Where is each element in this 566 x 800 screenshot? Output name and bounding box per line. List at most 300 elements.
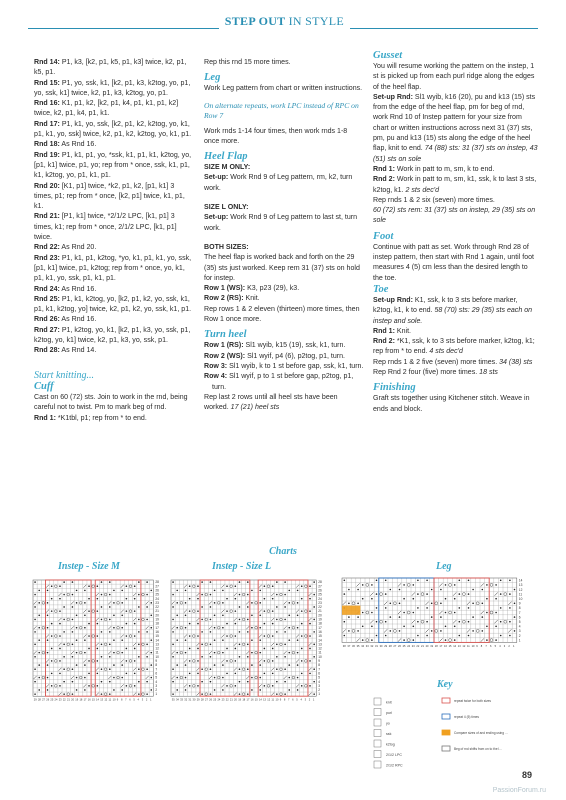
- purl-dot: [38, 602, 40, 604]
- purl-dot: [284, 631, 286, 633]
- purl-dot: [297, 602, 299, 604]
- col-number: 26: [46, 698, 50, 702]
- purl-dot: [72, 631, 74, 633]
- rnd-text: Work in patt to m, sm, k to end.: [396, 165, 495, 173]
- purl-dot: [34, 619, 36, 621]
- purl-dot: [247, 656, 249, 658]
- purl-dot: [284, 619, 286, 621]
- purl-dot: [459, 593, 461, 595]
- col-number: 21: [421, 644, 424, 648]
- purl-dot: [454, 639, 456, 641]
- row-number: 12: [518, 587, 523, 592]
- purl-dot: [297, 627, 299, 629]
- purl-dot: [34, 644, 36, 646]
- purl-dot: [426, 635, 428, 637]
- purl-dot: [459, 607, 461, 609]
- purl-dot: [313, 656, 315, 658]
- purl-dot: [59, 585, 61, 587]
- row-label: Row 2 (RS):: [204, 295, 244, 303]
- row-2: [204, 294, 364, 304]
- purl-dot: [126, 685, 128, 687]
- purl-dot: [101, 619, 103, 621]
- purl-dot: [72, 668, 74, 670]
- col-number: 5: [296, 698, 298, 702]
- purl-dot: [113, 639, 115, 641]
- col-number: 9: [279, 698, 282, 702]
- both-sizes-heading: BOTH SIZES:: [204, 243, 249, 251]
- purl-dot: [113, 652, 115, 654]
- col-number: 17: [83, 698, 87, 702]
- row-number: 16: [155, 629, 159, 634]
- purl-dot: [63, 656, 65, 658]
- purl-dot: [138, 606, 140, 608]
- round-label: Rnd 27:: [34, 326, 60, 334]
- col-number: 33: [365, 644, 369, 648]
- row-number: 27: [318, 584, 322, 589]
- purl-dot: [239, 681, 241, 683]
- purl-dot: [472, 630, 474, 632]
- purl-dot: [121, 677, 123, 679]
- purl-dot: [51, 623, 53, 625]
- col-number: 29: [33, 698, 37, 702]
- key-note: repeat twice for both sizes: [454, 699, 492, 703]
- purl-dot: [297, 689, 299, 691]
- purl-dot: [210, 681, 212, 683]
- purl-dot: [176, 602, 178, 604]
- purl-dot: [403, 626, 405, 628]
- setup-text: K1, ssk, k to 3 sts before marker, k2tog, k1, k to end.: [373, 296, 518, 315]
- round-label: Rnd 22:: [34, 244, 60, 252]
- purl-dot: [309, 673, 311, 675]
- purl-dot: [251, 677, 253, 679]
- purl-dot: [500, 580, 502, 582]
- purl-dot: [38, 639, 40, 641]
- purl-dot: [47, 652, 49, 654]
- col-number: 37: [347, 644, 351, 648]
- purl-dot: [185, 652, 187, 654]
- purl-dot: [259, 652, 261, 654]
- round-24: [34, 285, 194, 295]
- purl-dot: [371, 584, 373, 586]
- purl-dot: [51, 673, 53, 675]
- purl-dot: [126, 648, 128, 650]
- col-number: 1: [150, 698, 152, 702]
- purl-dot: [251, 689, 253, 691]
- row-label: Row 1 (WS):: [204, 285, 246, 293]
- purl-dot: [101, 656, 103, 658]
- row-number: 20: [155, 613, 159, 618]
- purl-dot: [59, 685, 61, 687]
- row-number: 9: [518, 601, 521, 606]
- toe-heading: Toe: [373, 283, 389, 295]
- purl-dot: [150, 664, 152, 666]
- round-17: [34, 120, 194, 141]
- key-label: purl: [386, 711, 392, 715]
- col-number: 10: [275, 698, 279, 702]
- purl-dot: [121, 602, 123, 604]
- purl-dot: [309, 635, 311, 637]
- purl-dot: [459, 635, 461, 637]
- purl-dot: [247, 631, 249, 633]
- purl-dot: [413, 584, 415, 586]
- purl-dot: [344, 621, 346, 623]
- purl-dot: [235, 648, 237, 650]
- size-l-setup: [204, 213, 364, 234]
- turn-heel-heading: Turn heel: [204, 329, 247, 341]
- row-number: 21: [318, 609, 322, 614]
- purl-dot: [362, 584, 364, 586]
- purl-dot: [84, 590, 86, 592]
- charts-title: Charts: [269, 546, 297, 557]
- col-number: 28: [37, 698, 41, 702]
- col-number: 29: [196, 698, 200, 702]
- purl-dot: [88, 648, 90, 650]
- purl-dot: [185, 602, 187, 604]
- purl-dot: [97, 598, 99, 600]
- purl-dot: [344, 580, 346, 582]
- purl-dot: [146, 581, 148, 583]
- purl-dot: [486, 612, 488, 614]
- toe-repeat-2: [373, 368, 538, 378]
- purl-dot: [276, 681, 278, 683]
- row-number: 24: [318, 596, 322, 601]
- purl-dot: [214, 590, 216, 592]
- shift-marker: [342, 606, 360, 615]
- row-number: 23: [318, 600, 322, 605]
- purl-dot: [403, 612, 405, 614]
- purl-dot: [272, 635, 274, 637]
- row-number: 21: [155, 609, 159, 614]
- key-label: knit: [386, 700, 392, 705]
- purl-dot: [97, 673, 99, 675]
- purl-dot: [146, 668, 148, 670]
- purl-dot: [288, 614, 290, 616]
- purl-dot: [197, 660, 199, 662]
- purl-dot: [376, 635, 378, 637]
- col-number: 17: [246, 698, 250, 702]
- purl-dot: [264, 585, 266, 587]
- purl-dot: [309, 585, 311, 587]
- purl-dot: [288, 664, 290, 666]
- purl-dot: [247, 681, 249, 683]
- purl-dot: [276, 631, 278, 633]
- purl-dot: [88, 635, 90, 637]
- purl-dot: [47, 602, 49, 604]
- purl-dot: [97, 635, 99, 637]
- purl-dot: [210, 581, 212, 583]
- purl-dot: [146, 606, 148, 608]
- col-number: 25: [50, 698, 54, 702]
- col-number: 12: [462, 644, 466, 648]
- row-number: 10: [318, 654, 322, 659]
- purl-dot: [138, 631, 140, 633]
- purl-dot: [47, 677, 49, 679]
- row-number: 20: [318, 613, 322, 618]
- purl-dot: [47, 639, 49, 641]
- purl-dot: [109, 631, 111, 633]
- purl-dot: [486, 584, 488, 586]
- column-3: [373, 50, 538, 415]
- round-20: [34, 182, 194, 213]
- purl-dot: [172, 693, 174, 695]
- purl-dot: [222, 627, 224, 629]
- purl-dot: [126, 585, 128, 587]
- round-text: P1, k1, yo, ssk, [k2, p1, k2, k2tog, yo, k1, p1, k1, yo, ssk] twice, k2, p1, k2, k2tog, yo, k1, p1.: [34, 120, 192, 139]
- col-number: 24: [54, 698, 58, 702]
- purl-dot: [222, 689, 224, 691]
- purl-dot: [189, 685, 191, 687]
- toe-rep2-italic: 18 sts: [479, 369, 498, 377]
- purl-dot: [109, 644, 111, 646]
- purl-dot: [210, 668, 212, 670]
- purl-dot: [468, 621, 470, 623]
- purl-dot: [357, 616, 359, 618]
- purl-dot: [222, 614, 224, 616]
- purl-dot: [276, 656, 278, 658]
- purl-dot: [297, 677, 299, 679]
- purl-dot: [109, 619, 111, 621]
- round-21: [34, 212, 194, 243]
- purl-dot: [288, 652, 290, 654]
- purl-dot: [272, 685, 274, 687]
- turn-row-4: [204, 372, 364, 393]
- purl-dot: [235, 610, 237, 612]
- purl-dot: [362, 639, 364, 641]
- purl-dot: [76, 652, 78, 654]
- purl-dot: [284, 681, 286, 683]
- purl-dot: [109, 581, 111, 583]
- purl-dot: [172, 581, 174, 583]
- purl-dot: [226, 598, 228, 600]
- purl-dot: [113, 590, 115, 592]
- purl-dot: [509, 593, 511, 595]
- purl-dot: [500, 607, 502, 609]
- col-number: 9: [476, 644, 478, 648]
- purl-dot: [226, 610, 228, 612]
- col-number: 23: [58, 698, 62, 702]
- purl-dot: [84, 602, 86, 604]
- purl-dot: [47, 614, 49, 616]
- purl-dot: [185, 639, 187, 641]
- purl-dot: [201, 681, 203, 683]
- col-number: 12: [104, 698, 108, 702]
- purl-dot: [210, 631, 212, 633]
- round-25: [34, 295, 194, 316]
- col-number: 2: [508, 644, 510, 648]
- header-bold: STEP OUT: [224, 14, 286, 28]
- purl-dot: [76, 664, 78, 666]
- col-number: 18: [434, 644, 438, 648]
- purl-dot: [97, 623, 99, 625]
- purl-dot: [146, 594, 148, 596]
- row-number: 26: [155, 588, 159, 593]
- purl-dot: [185, 614, 187, 616]
- row-number: 14: [318, 638, 322, 643]
- purl-dot: [297, 590, 299, 592]
- purl-dot: [486, 639, 488, 641]
- purl-dot: [59, 610, 61, 612]
- purl-dot: [138, 594, 140, 596]
- purl-dot: [264, 648, 266, 650]
- col-number: 24: [217, 698, 221, 702]
- purl-dot: [482, 603, 484, 605]
- purl-dot: [276, 668, 278, 670]
- purl-dot: [301, 660, 303, 662]
- purl-dot: [482, 616, 484, 618]
- purl-dot: [76, 614, 78, 616]
- purl-dot: [264, 635, 266, 637]
- col-number: 18: [79, 698, 83, 702]
- purl-dot: [138, 668, 140, 670]
- finishing-heading: Finishing: [373, 382, 416, 394]
- row-number: 6: [155, 671, 158, 676]
- purl-dot: [146, 644, 148, 646]
- purl-dot: [222, 639, 224, 641]
- col-number: 10: [471, 644, 475, 648]
- purl-dot: [431, 589, 433, 591]
- col-number: 26: [398, 644, 401, 648]
- purl-dot: [251, 664, 253, 666]
- col-number: 13: [100, 698, 104, 702]
- purl-dot: [235, 635, 237, 637]
- purl-dot: [222, 652, 224, 654]
- purl-dot: [472, 589, 474, 591]
- purl-dot: [417, 607, 419, 609]
- round-26: [34, 315, 194, 325]
- purl-dot: [214, 614, 216, 616]
- purl-dot: [301, 635, 303, 637]
- round-text: P1, k1, p1, yo, *ssk, k1, p1, k1, k2tog, yo, [p1, k1] twice, p1, yo; rep from * once, ssk, k1, p1, k1, k2tog, yo, p1, k1, p1.: [34, 151, 192, 180]
- row-number: 4: [518, 624, 521, 629]
- purl-dot: [214, 689, 216, 691]
- purl-dot: [226, 673, 228, 675]
- purl-dot: [445, 639, 447, 641]
- col-number: 25: [402, 644, 406, 648]
- key-label: k2tog: [386, 742, 395, 747]
- row-number: 11: [518, 592, 523, 597]
- round-text: As Rnd 14.: [61, 347, 97, 355]
- purl-dot: [247, 619, 249, 621]
- purl-dot: [445, 626, 447, 628]
- purl-dot: [251, 590, 253, 592]
- toe-setup: [373, 296, 538, 327]
- purl-dot: [390, 603, 392, 605]
- purl-dot: [109, 606, 111, 608]
- purl-dot: [51, 660, 53, 662]
- col-number: 3: [141, 698, 144, 702]
- row-number: 12: [155, 646, 159, 651]
- rnd-italic: 2 sts dec'd: [405, 186, 439, 194]
- purl-dot: [97, 660, 99, 662]
- purl-dot: [399, 630, 401, 632]
- purl-dot: [109, 693, 111, 695]
- purl-dot: [313, 693, 315, 695]
- purl-dot: [34, 668, 36, 670]
- purl-dot: [259, 639, 261, 641]
- round-text: As Rnd 20.: [61, 244, 97, 252]
- purl-dot: [259, 689, 261, 691]
- finishing-text: Graft sts together using Kitchener stitch. Weave in ends and block.: [373, 395, 530, 413]
- purl-dot: [210, 656, 212, 658]
- purl-dot: [34, 594, 36, 596]
- purl-dot: [509, 635, 511, 637]
- row-number: 13: [318, 642, 322, 647]
- purl-dot: [222, 590, 224, 592]
- purl-dot: [121, 664, 123, 666]
- purl-dot: [72, 619, 74, 621]
- purl-dot: [495, 612, 497, 614]
- col-number: 38: [342, 644, 346, 648]
- purl-dot: [371, 612, 373, 614]
- purl-dot: [445, 598, 447, 600]
- purl-dot: [468, 607, 470, 609]
- purl-dot: [222, 664, 224, 666]
- col-number: 2: [145, 698, 148, 702]
- row-number: 6: [518, 615, 521, 620]
- rnd-text: *K1, ssk, k to 3 sts before marker, k2tog, k1; rep from * to end.: [373, 338, 535, 356]
- purl-dot: [313, 631, 315, 633]
- purl-dot: [126, 660, 128, 662]
- purl-dot: [59, 660, 61, 662]
- purl-dot: [251, 614, 253, 616]
- purl-dot: [284, 594, 286, 596]
- purl-dot: [72, 693, 74, 695]
- col-number: 25: [213, 698, 217, 702]
- col-number: 15: [254, 698, 258, 702]
- purl-dot: [150, 639, 152, 641]
- purl-dot: [101, 681, 103, 683]
- purl-dot: [51, 635, 53, 637]
- purl-dot: [176, 627, 178, 629]
- round-label: Rnd 16:: [34, 100, 60, 108]
- toe-rnd-1: [373, 327, 538, 337]
- purl-dot: [247, 606, 249, 608]
- purl-dot: [185, 689, 187, 691]
- row-number: 8: [155, 663, 158, 668]
- purl-dot: [247, 594, 249, 596]
- purl-dot: [84, 677, 86, 679]
- purl-dot: [201, 594, 203, 596]
- row-1: [204, 284, 364, 294]
- purl-dot: [344, 635, 346, 637]
- col-number: 24: [407, 644, 411, 648]
- purl-dot: [344, 593, 346, 595]
- purl-dot: [239, 644, 241, 646]
- gusset-rnd-1: [373, 165, 538, 175]
- key-label: ssk: [386, 732, 392, 736]
- purl-dot: [76, 677, 78, 679]
- purl-dot: [301, 623, 303, 625]
- key-note-swatch: [442, 698, 450, 703]
- col-number: 32: [370, 644, 374, 648]
- purl-dot: [76, 689, 78, 691]
- purl-dot: [146, 693, 148, 695]
- row-number: 19: [155, 617, 159, 622]
- key-swatch: [374, 719, 381, 726]
- purl-dot: [121, 689, 123, 691]
- row-number: 11: [155, 650, 159, 655]
- purl-dot: [51, 598, 53, 600]
- purl-dot: [222, 602, 224, 604]
- cuff-text: Cast on 60 (72) sts. Join to work in the rnd, being careful not to twist. Pm to mark beg of rnd.: [34, 393, 188, 412]
- row-number: 6: [318, 671, 321, 676]
- purl-dot: [72, 656, 74, 658]
- key-label: 2/1/2 RPC: [386, 763, 403, 768]
- purl-dot: [176, 689, 178, 691]
- leg-heading: Leg: [204, 72, 221, 84]
- round-label: Rnd 25:: [34, 295, 60, 303]
- purl-dot: [390, 616, 392, 618]
